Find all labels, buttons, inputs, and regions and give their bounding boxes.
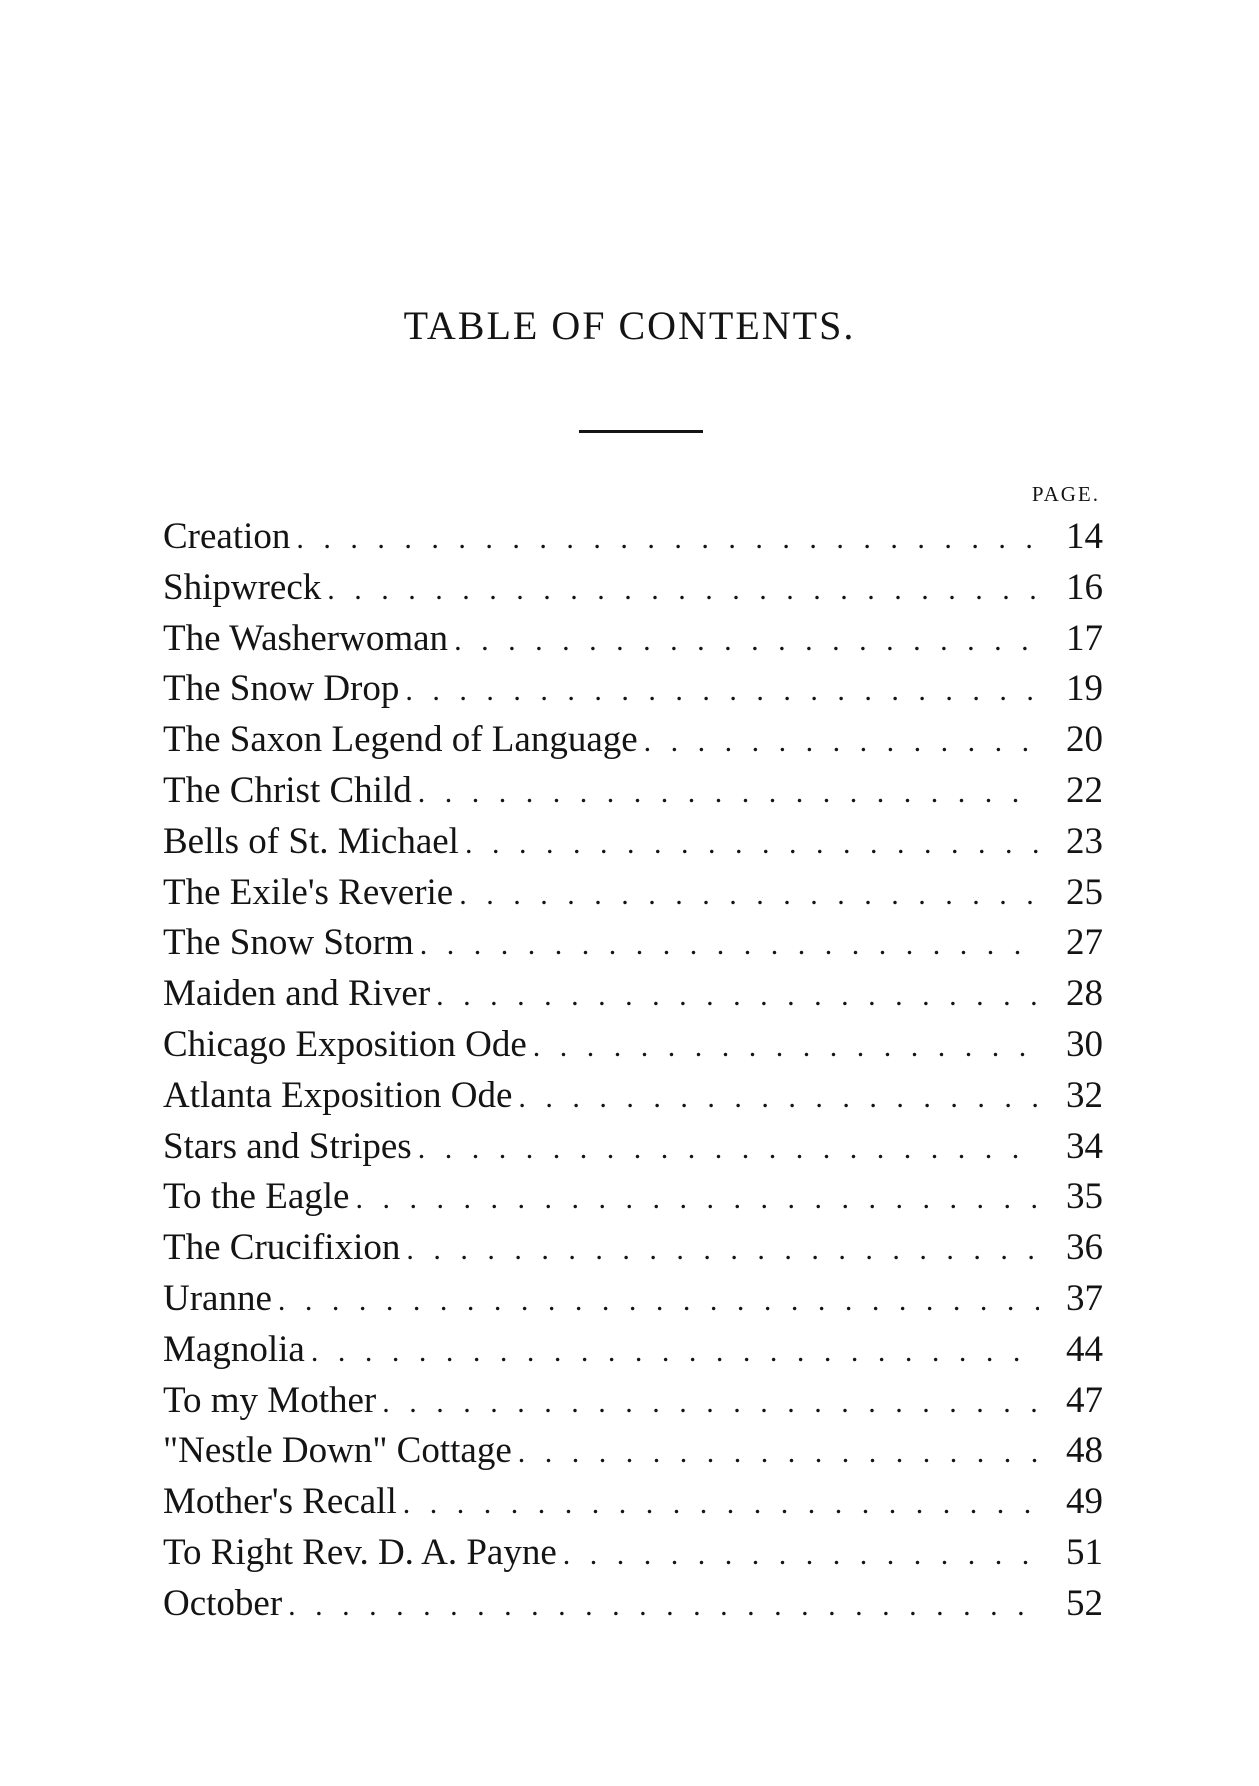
toc-entry-title: October [163,1582,283,1624]
dot-leader [644,717,1039,766]
toc-entry[interactable] [163,664,1103,715]
toc-entry-title: Creation [163,516,291,557]
toc-entry-title: Stars and Stripes [163,1125,412,1167]
page-title: TABLE OF CONTENTS. [403,303,856,348]
toc-entry-title: The Christ Child [163,769,412,811]
toc-entry-page-number: 36 [1066,1227,1103,1269]
toc-entry-title: The Crucifixion [163,1227,401,1269]
toc-entry[interactable] [163,1579,1103,1630]
dot-leader [533,1022,1039,1071]
dot-leader [405,666,1039,715]
title-divider [579,430,703,433]
dot-leader [563,1530,1039,1579]
toc-entry[interactable] [163,868,1103,919]
toc-entry[interactable] [163,1172,1103,1223]
toc-entry[interactable] [163,969,1103,1020]
toc-entry-title: To Right Rev. D. A. Payne [163,1531,557,1573]
dot-leader [420,920,1039,969]
dot-leader [311,1327,1039,1376]
toc-entry-page-number: 34 [1066,1125,1103,1167]
toc-entry[interactable] [163,1122,1103,1173]
toc-entry[interactable] [163,1020,1103,1071]
toc-entry-title: The Snow Storm [163,922,414,964]
toc-entry[interactable] [163,1223,1103,1274]
toc-entry-page-number: 22 [1066,769,1103,811]
toc-entry-title: Magnolia [163,1328,305,1370]
toc-entry-page-number: 30 [1066,1023,1103,1065]
toc-entry[interactable] [163,614,1103,665]
dot-leader [278,1276,1039,1325]
toc-entry-title: The Saxon Legend of Language [163,719,638,761]
dot-leader [296,514,1039,563]
toc-entry-page-number: 48 [1066,1430,1103,1472]
toc-entry-page-number: 35 [1066,1176,1103,1218]
toc-entry-title: Uranne [163,1277,272,1319]
toc-entry-page-number: 49 [1066,1481,1103,1523]
toc-entry[interactable] [163,1071,1103,1122]
dot-leader [518,1073,1039,1122]
toc-entry[interactable] [163,918,1103,969]
dot-leader [518,1428,1039,1477]
toc-entry-page-number: 37 [1066,1277,1103,1319]
toc-entry-title: To the Eagle [163,1176,350,1218]
toc-entry-title: The Exile's Reverie [163,871,454,913]
dot-leader [418,768,1039,817]
toc-entry-page-number: 23 [1066,820,1103,862]
toc-entry-page-number: 27 [1066,922,1103,964]
toc-entry-page-number: 17 [1066,617,1103,659]
toc-entry-page-number: 28 [1066,973,1103,1015]
toc-entry-title: Bells of St. Michael [163,820,459,862]
toc-entry-title: The Snow Drop [163,668,400,710]
toc-entry[interactable] [163,1426,1103,1477]
toc-entry[interactable] [163,766,1103,817]
toc-entry-page-number: 47 [1066,1379,1103,1421]
toc-entry-page-number: 32 [1066,1074,1103,1116]
dot-leader [418,1124,1039,1173]
toc-entry-page-number: 25 [1066,871,1103,913]
toc-entry-page-number: 16 [1066,566,1103,608]
dot-leader [436,971,1039,1020]
toc-entry-title: The Washerwoman [163,617,449,659]
toc-entry[interactable] [163,1528,1103,1579]
toc-entry-page-number: 51 [1066,1531,1103,1573]
toc-entry-page-number: 14 [1066,516,1103,557]
dot-leader [382,1378,1039,1427]
toc-entry-title: Shipwreck [163,566,322,608]
toc-entry-title: Maiden and River [163,973,431,1015]
toc-entry-page-number: 19 [1066,668,1103,710]
toc-entry[interactable] [163,715,1103,766]
toc-entry[interactable] [163,1325,1103,1376]
toc-entry-title: To my Mother [163,1379,377,1421]
toc-entry-page-number: 52 [1066,1582,1103,1624]
dot-leader [459,870,1039,919]
dot-leader [465,819,1039,868]
toc-entry-title: Mother's Recall [163,1481,397,1523]
dot-leader [327,565,1039,614]
toc-entry-title: Atlanta Exposition Ode [163,1074,513,1116]
toc-entry[interactable] [163,563,1103,614]
dot-leader [403,1479,1039,1528]
table-of-contents [163,512,1103,1630]
toc-entry[interactable] [163,1477,1103,1528]
toc-entry-title: Chicago Exposition Ode [163,1023,527,1065]
toc-entry-title: "Nestle Down" Cottage [163,1430,512,1472]
toc-entry-page-number: 20 [1066,719,1103,761]
toc-entry[interactable] [163,512,1103,563]
page-column-label: PAGE. [1031,482,1100,506]
dot-leader [288,1581,1039,1630]
toc-entry[interactable] [163,1376,1103,1427]
toc-entry[interactable] [163,817,1103,868]
toc-entry[interactable] [163,1274,1103,1325]
dot-leader [454,616,1039,665]
dot-leader [406,1225,1039,1274]
dot-leader [355,1174,1039,1223]
toc-entry-page-number: 44 [1066,1328,1103,1370]
